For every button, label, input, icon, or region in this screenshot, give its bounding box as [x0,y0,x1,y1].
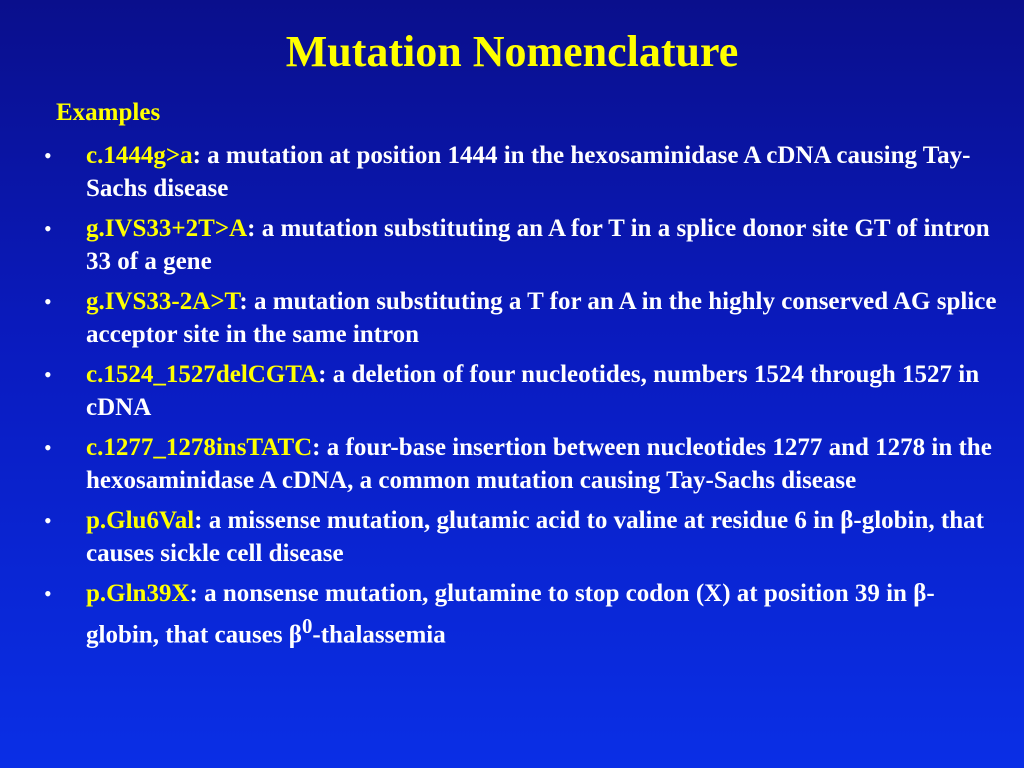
bullet-icon: • [44,216,52,241]
mutation-description: : a mutation substituting a T for an A in the highly conserved AG splice acceptor site in the same intron [86,288,997,348]
mutation-description: : a mutation at position 1444 in the hexosaminidase A cDNA causing Tay-Sachs disease [86,142,971,202]
bullet-icon: • [44,581,52,606]
list-item [44,139,1000,205]
list-item [44,504,1000,570]
bullet-icon: • [44,508,52,533]
mutation-term: c.1524_1527delCGTA [86,361,319,388]
examples-list [44,139,1000,658]
mutation-term: g.IVS33+2T>A [86,215,248,242]
list-item [44,431,1000,497]
bullet-icon: • [44,362,52,387]
list-item [44,577,1000,651]
mutation-description: : a deletion of four nucleotides, numbers 1524 through 1527 in cDNA [86,361,980,421]
list-item [44,212,1000,278]
mutation-description: : a missense mutation, glutamic acid to valine at residue 6 in β-globin, that causes sickle cell disease [86,507,984,567]
mutation-term: p.Gln39X [86,580,190,607]
bullet-icon: • [44,143,52,168]
bullet-icon: • [44,289,52,314]
bullet-icon: • [44,435,52,460]
mutation-description: : a four-base insertion between nucleotides 1277 and 1278 in the hexosaminidase A cDNA, a common mutation causing Tay-Sachs disease [86,434,992,494]
examples-heading: Examples [56,99,161,126]
superscript-zero: 0 [301,614,313,638]
mutation-term: c.1277_1278insTATC [86,434,313,461]
mutation-description: : a nonsense mutation, glutamine to stop codon (X) at position 39 in β-globin, that causes β [86,580,935,649]
mutation-term: p.Glu6Val [86,507,195,534]
mutation-description-end: -thalassemia [312,621,446,649]
slide-title: Mutation Nomenclature [285,27,739,76]
mutation-description: : a mutation substituting an A for T in a splice donor site GT of intron 33 of a gene [86,215,990,275]
mutation-term: c.1444g>a [86,142,193,169]
mutation-term: g.IVS33-2A>T [86,288,240,315]
list-item [44,285,1000,351]
list-item [44,358,1000,424]
